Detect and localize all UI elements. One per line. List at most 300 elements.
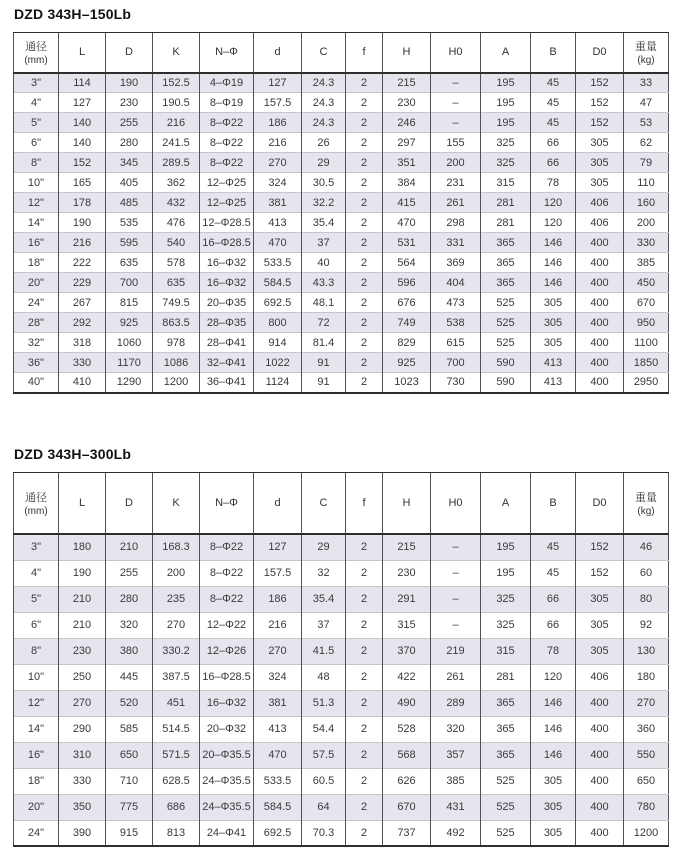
table-row: [14, 313, 669, 333]
table-cell: 29: [302, 153, 346, 173]
table-cell: 415: [383, 193, 431, 213]
table-cell: 1124: [254, 373, 302, 393]
table-cell: 72: [302, 313, 346, 333]
column-header: L: [59, 33, 106, 73]
table-cell: 16": [14, 233, 59, 253]
table-cell: 297: [383, 133, 431, 153]
table-cell: 270: [254, 638, 302, 664]
table-row: [14, 742, 669, 768]
table-cell: 432: [153, 193, 200, 213]
table-cell: 91: [302, 373, 346, 393]
table-cell: 315: [481, 173, 531, 193]
table-cell: 120: [531, 193, 576, 213]
table-cell: 8–Φ22: [200, 153, 254, 173]
table-cell: 315: [383, 612, 431, 638]
table-cell: 120: [531, 213, 576, 233]
table-cell: 2: [346, 253, 383, 273]
table-cell: 215: [383, 73, 431, 93]
table-cell: 20–Φ32: [200, 716, 254, 742]
table-cell: 152: [576, 93, 624, 113]
table-cell: –: [431, 73, 481, 93]
table-cell: 190: [59, 213, 106, 233]
table-cell: 66: [531, 612, 576, 638]
table-cell: 26: [302, 133, 346, 153]
table-cell: 280: [106, 586, 153, 612]
table-cell: 292: [59, 313, 106, 333]
table-cell: 525: [481, 794, 531, 820]
table-cell: 2: [346, 560, 383, 586]
table-cell: 190.5: [153, 93, 200, 113]
column-header: H: [383, 33, 431, 73]
table-cell: 365: [481, 716, 531, 742]
table-cell: 365: [481, 742, 531, 768]
table-cell: 1200: [153, 373, 200, 393]
table-cell: 686: [153, 794, 200, 820]
table-cell: 470: [383, 213, 431, 233]
table-cell: 216: [59, 233, 106, 253]
table-cell: 195: [481, 560, 531, 586]
table-cell: 2: [346, 293, 383, 313]
table-cell: 485: [106, 193, 153, 213]
table-cell: 12–Φ25: [200, 193, 254, 213]
table-cell: 152: [59, 153, 106, 173]
table-cell: 219: [431, 638, 481, 664]
table-cell: 47: [624, 93, 669, 113]
table-cell: 152: [576, 534, 624, 560]
column-header: f: [346, 472, 383, 534]
table-cell: 305: [531, 293, 576, 313]
column-header: C: [302, 33, 346, 73]
table-cell: 406: [576, 664, 624, 690]
table-cell: 51.3: [302, 690, 346, 716]
table-cell: 775: [106, 794, 153, 820]
table-cell: 222: [59, 253, 106, 273]
table-cell: 200: [153, 560, 200, 586]
table-cell: –: [431, 113, 481, 133]
table-cell: 2: [346, 690, 383, 716]
table-cell: 564: [383, 253, 431, 273]
table-cell: 325: [481, 153, 531, 173]
table-cell: 70.3: [302, 820, 346, 846]
table-cell: 413: [254, 716, 302, 742]
header-row: [14, 472, 669, 534]
table-cell: 400: [576, 690, 624, 716]
table-cell: 325: [481, 612, 531, 638]
table-cell: 2: [346, 213, 383, 233]
table-cell: 584.5: [254, 794, 302, 820]
table-cell: 5": [14, 586, 59, 612]
table-cell: 16": [14, 742, 59, 768]
table-cell: 64: [302, 794, 346, 820]
table-cell: 45: [531, 113, 576, 133]
column-header: 通径 (mm): [14, 33, 59, 73]
table-cell: 60.5: [302, 768, 346, 794]
table-cell: 596: [383, 273, 431, 293]
table-cell: 406: [576, 193, 624, 213]
table-cell: 1060: [106, 333, 153, 353]
table-cell: 1170: [106, 353, 153, 373]
table-cell: 595: [106, 233, 153, 253]
table-cell: 2: [346, 273, 383, 293]
table-cell: 2: [346, 794, 383, 820]
table-cell: 45: [531, 560, 576, 586]
table-cell: 12–Φ22: [200, 612, 254, 638]
table-cell: 2: [346, 93, 383, 113]
table-cell: 127: [254, 534, 302, 560]
table-cell: 28": [14, 313, 59, 333]
table-cell: 146: [531, 273, 576, 293]
table-cell: 2: [346, 820, 383, 846]
table-cell: 60: [624, 560, 669, 586]
table-cell: 492: [431, 820, 481, 846]
table-cell: 590: [481, 373, 531, 393]
table-cell: 165: [59, 173, 106, 193]
table-cell: 230: [106, 93, 153, 113]
table-cell: 2: [346, 173, 383, 193]
table-cell: 410: [59, 373, 106, 393]
table-cell: 180: [59, 534, 106, 560]
table-cell: 1850: [624, 353, 669, 373]
table-cell: 8": [14, 638, 59, 664]
table-cell: 130: [624, 638, 669, 664]
table-cell: 413: [531, 353, 576, 373]
table-cell: 531: [383, 233, 431, 253]
column-header: B: [531, 33, 576, 73]
table-cell: 157.5: [254, 560, 302, 586]
table-cell: 550: [624, 742, 669, 768]
table-cell: 231: [431, 173, 481, 193]
table-cell: 235: [153, 586, 200, 612]
table-cell: 1200: [624, 820, 669, 846]
table-row: [14, 273, 669, 293]
table-cell: 528: [383, 716, 431, 742]
table-cell: 195: [481, 113, 531, 133]
table-cell: 250: [59, 664, 106, 690]
table-cell: 451: [153, 690, 200, 716]
column-header: B: [531, 472, 576, 534]
table-cell: 246: [383, 113, 431, 133]
table-cell: 915: [106, 820, 153, 846]
table-cell: 45: [531, 73, 576, 93]
table-cell: 24": [14, 293, 59, 313]
table-cell: 241.5: [153, 133, 200, 153]
table-cell: 14": [14, 213, 59, 233]
table-cell: 692.5: [254, 293, 302, 313]
table-cell: 24.3: [302, 73, 346, 93]
table-cell: 390: [59, 820, 106, 846]
table-cell: 230: [59, 638, 106, 664]
table-cell: 8–Φ22: [200, 534, 254, 560]
table-cell: 140: [59, 133, 106, 153]
table-cell: 380: [106, 638, 153, 664]
table-row: [14, 794, 669, 820]
table-cell: 28–Φ41: [200, 333, 254, 353]
table-cell: 16–Φ28.5: [200, 233, 254, 253]
table-body: [14, 534, 669, 846]
table-cell: 200: [624, 213, 669, 233]
table-cell: 40: [302, 253, 346, 273]
table-cell: 57.5: [302, 742, 346, 768]
table-cell: 330: [624, 233, 669, 253]
column-header: N–Φ: [200, 472, 254, 534]
table-cell: 178: [59, 193, 106, 213]
table-cell: 400: [576, 273, 624, 293]
table-cell: –: [431, 586, 481, 612]
table-cell: 152: [576, 560, 624, 586]
table-cell: 152.5: [153, 73, 200, 93]
spec-table-300lb: [13, 472, 669, 848]
table-row: [14, 193, 669, 213]
table-cell: 91: [302, 353, 346, 373]
table-cell: 210: [59, 612, 106, 638]
table-cell: 12–Φ28.5: [200, 213, 254, 233]
table-row: [14, 534, 669, 560]
table-cell: 3": [14, 73, 59, 93]
table-cell: 1290: [106, 373, 153, 393]
table-cell: 540: [153, 233, 200, 253]
table-row: [14, 253, 669, 273]
table-body: [14, 73, 669, 393]
table-cell: 195: [481, 534, 531, 560]
table-cell: 404: [431, 273, 481, 293]
table-cell: 650: [106, 742, 153, 768]
table-cell: 635: [106, 253, 153, 273]
table-cell: 79: [624, 153, 669, 173]
table-cell: 525: [481, 820, 531, 846]
table-cell: 330.2: [153, 638, 200, 664]
table-cell: 400: [576, 353, 624, 373]
table-cell: 160: [624, 193, 669, 213]
table-row: [14, 638, 669, 664]
table-cell: 32.2: [302, 193, 346, 213]
table-cell: 700: [106, 273, 153, 293]
table-cell: 914: [254, 333, 302, 353]
table-row: [14, 93, 669, 113]
table-cell: 385: [431, 768, 481, 794]
table-cell: 525: [481, 313, 531, 333]
table-cell: 92: [624, 612, 669, 638]
table-row: [14, 820, 669, 846]
table-cell: 525: [481, 293, 531, 313]
column-header: D0: [576, 33, 624, 73]
table-cell: 4": [14, 560, 59, 586]
table-cell: 692.5: [254, 820, 302, 846]
table-cell: 1022: [254, 353, 302, 373]
table-cell: 315: [481, 638, 531, 664]
table-title-150lb: DZD 343H–150Lb: [14, 6, 132, 22]
table-cell: 152: [576, 113, 624, 133]
table-cell: 365: [481, 690, 531, 716]
table-cell: 281: [481, 664, 531, 690]
column-header: A: [481, 33, 531, 73]
table-cell: 370: [383, 638, 431, 664]
table-cell: 210: [59, 586, 106, 612]
table-row: [14, 233, 669, 253]
table-cell: 538: [431, 313, 481, 333]
table-cell: 305: [531, 313, 576, 333]
table-cell: 261: [431, 193, 481, 213]
table-cell: 146: [531, 716, 576, 742]
table-cell: 525: [481, 333, 531, 353]
column-header: H0: [431, 472, 481, 534]
column-header: H0: [431, 33, 481, 73]
table-cell: 2: [346, 73, 383, 93]
table-cell: 490: [383, 690, 431, 716]
table-cell: 305: [531, 768, 576, 794]
table-cell: 8–Φ19: [200, 93, 254, 113]
table-cell: 298: [431, 213, 481, 233]
table-cell: 12–Φ25: [200, 173, 254, 193]
table-cell: 215: [383, 534, 431, 560]
table-cell: 325: [481, 133, 531, 153]
table-cell: 345: [106, 153, 153, 173]
table-cell: 324: [254, 173, 302, 193]
table-cell: 305: [576, 153, 624, 173]
table-cell: 45: [531, 93, 576, 113]
column-header: 重量 (kg): [624, 33, 669, 73]
table-cell: 48: [302, 664, 346, 690]
table-row: [14, 293, 669, 313]
table-cell: 400: [576, 768, 624, 794]
table-cell: 635: [153, 273, 200, 293]
table-cell: 318: [59, 333, 106, 353]
table-cell: 146: [531, 253, 576, 273]
table-cell: 62: [624, 133, 669, 153]
table-cell: 291: [383, 586, 431, 612]
table-cell: 4": [14, 93, 59, 113]
table-cell: 168.3: [153, 534, 200, 560]
table-cell: 81.4: [302, 333, 346, 353]
table-cell: 568: [383, 742, 431, 768]
table-cell: 626: [383, 768, 431, 794]
table-cell: 815: [106, 293, 153, 313]
table-cell: 54.4: [302, 716, 346, 742]
column-header: H: [383, 472, 431, 534]
table-cell: 43.3: [302, 273, 346, 293]
table-cell: 400: [576, 233, 624, 253]
table-cell: 676: [383, 293, 431, 313]
table-cell: 35.4: [302, 213, 346, 233]
table-cell: 78: [531, 173, 576, 193]
table-cell: 381: [254, 690, 302, 716]
table-row: [14, 153, 669, 173]
table-cell: 590: [481, 353, 531, 373]
table-cell: 66: [531, 153, 576, 173]
table-cell: 2: [346, 353, 383, 373]
table-cell: 400: [576, 373, 624, 393]
table-cell: 2950: [624, 373, 669, 393]
table-cell: 4–Φ19: [200, 73, 254, 93]
column-header: 通径 (mm): [14, 472, 59, 534]
table-cell: –: [431, 93, 481, 113]
table-cell: 180: [624, 664, 669, 690]
table-cell: 37: [302, 612, 346, 638]
table-cell: 1023: [383, 373, 431, 393]
table-cell: 12–Φ26: [200, 638, 254, 664]
column-header: 重量 (kg): [624, 472, 669, 534]
table-cell: 365: [481, 233, 531, 253]
table-cell: 384: [383, 173, 431, 193]
table-cell: 32–Φ41: [200, 353, 254, 373]
table-cell: 305: [576, 638, 624, 664]
table-cell: 146: [531, 233, 576, 253]
table-cell: 127: [254, 73, 302, 93]
table-row: [14, 612, 669, 638]
table-cell: 578: [153, 253, 200, 273]
table-cell: 267: [59, 293, 106, 313]
table-cell: 24–Φ35.5: [200, 768, 254, 794]
table-cell: 470: [254, 742, 302, 768]
column-header: D: [106, 472, 153, 534]
table-cell: 120: [531, 664, 576, 690]
table-cell: 2: [346, 664, 383, 690]
table-cell: 405: [106, 173, 153, 193]
table-cell: 12": [14, 193, 59, 213]
table-cell: 730: [431, 373, 481, 393]
table-cell: 324: [254, 664, 302, 690]
table-cell: 229: [59, 273, 106, 293]
table-cell: –: [431, 560, 481, 586]
table-cell: 737: [383, 820, 431, 846]
table-cell: 710: [106, 768, 153, 794]
table-cell: 146: [531, 742, 576, 768]
table-cell: 406: [576, 213, 624, 233]
table-cell: 216: [153, 113, 200, 133]
table-cell: 32: [302, 560, 346, 586]
table-cell: 140: [59, 113, 106, 133]
table-cell: –: [431, 612, 481, 638]
table-cell: 305: [576, 133, 624, 153]
table-cell: 216: [254, 133, 302, 153]
table-row: [14, 173, 669, 193]
table-cell: 35.4: [302, 586, 346, 612]
table-cell: 8–Φ22: [200, 133, 254, 153]
table-cell: 24–Φ35.5: [200, 794, 254, 820]
table-cell: 2: [346, 113, 383, 133]
table-cell: 210: [106, 534, 153, 560]
table-cell: 230: [383, 560, 431, 586]
table-cell: 2: [346, 193, 383, 213]
table-cell: 829: [383, 333, 431, 353]
table-cell: 3": [14, 534, 59, 560]
table-cell: 2: [346, 233, 383, 253]
table-cell: 18": [14, 768, 59, 794]
table-cell: 305: [576, 173, 624, 193]
table-cell: 18": [14, 253, 59, 273]
table-cell: 33: [624, 73, 669, 93]
table-cell: 400: [576, 313, 624, 333]
table-cell: 6": [14, 612, 59, 638]
table-cell: 325: [481, 586, 531, 612]
table-title-300lb: DZD 343H–300Lb: [14, 445, 132, 462]
table-cell: 400: [576, 820, 624, 846]
table-cell: 32": [14, 333, 59, 353]
table-row: [14, 560, 669, 586]
column-header: D: [106, 33, 153, 73]
table-cell: 360: [624, 716, 669, 742]
table-cell: 431: [431, 794, 481, 820]
table-cell: 20–Φ35: [200, 293, 254, 313]
table-cell: 473: [431, 293, 481, 313]
table-row: [14, 664, 669, 690]
table-cell: 305: [576, 612, 624, 638]
column-header: L: [59, 472, 106, 534]
column-header: C: [302, 472, 346, 534]
table-cell: 8–Φ22: [200, 560, 254, 586]
table-cell: 28–Φ35: [200, 313, 254, 333]
table-row: [14, 213, 669, 233]
table-cell: 2: [346, 333, 383, 353]
